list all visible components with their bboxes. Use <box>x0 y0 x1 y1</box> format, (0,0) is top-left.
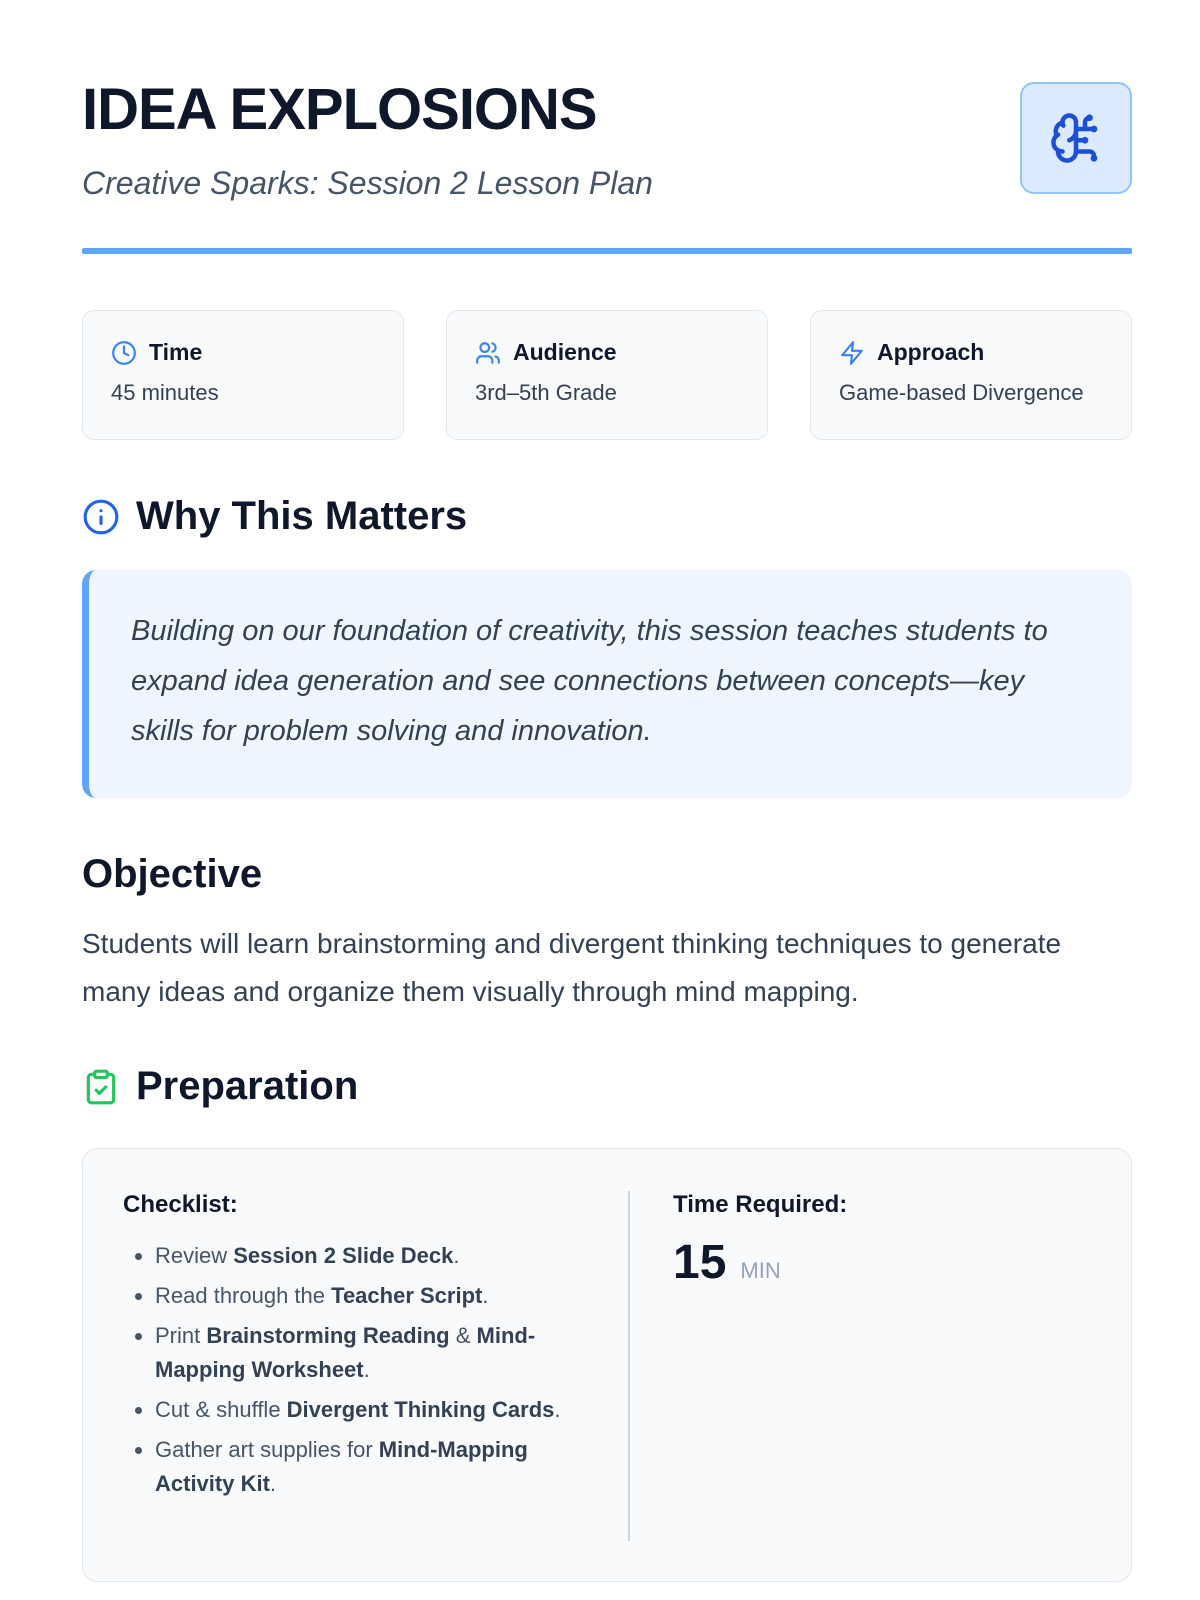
why-callout: Building on our foundation of creativity, this session teaches students to expand idea generation and see connections between concepts—key skills for problem solving and innovation. <box>82 570 1132 798</box>
checklist-column <box>123 1191 573 1507</box>
preparation-panel <box>82 1148 1132 1582</box>
list-item: • Review Session 2 Slide Deck. <box>155 1239 573 1273</box>
time-required-heading: Time Required: <box>673 1191 848 1218</box>
list-item: • Cut & shuffle Divergent Thinking Cards. <box>155 1393 573 1427</box>
brain-icon <box>1049 111 1103 165</box>
time-required-unit: MIN <box>740 1258 781 1283</box>
checklist-heading: Checklist: <box>123 1191 238 1218</box>
info-cards <box>82 310 1132 440</box>
header-divider <box>82 248 1132 254</box>
time-required-column <box>673 1191 847 1290</box>
info-icon <box>82 498 120 536</box>
card-label: Audience <box>513 339 617 365</box>
clock-icon <box>111 340 137 366</box>
header <box>82 0 1132 256</box>
page-title: IDEA EXPLOSIONS <box>82 77 597 142</box>
why-heading-text: Why This Matters <box>136 494 468 538</box>
info-card-time <box>82 310 404 440</box>
lesson-plan-page <box>82 0 1132 1496</box>
column-divider <box>628 1191 630 1541</box>
users-icon <box>475 340 501 366</box>
lightning-icon <box>839 340 865 366</box>
info-card-approach <box>810 310 1132 440</box>
info-card-audience <box>446 310 768 440</box>
preparation-heading-text: Preparation <box>136 1064 359 1108</box>
time-required-value: 15 <box>673 1236 727 1289</box>
card-label: Approach <box>877 339 985 365</box>
list-item: • Print Brainstorming Reading & Mind-Mapping Worksheet. <box>155 1319 573 1387</box>
checklist <box>123 1239 573 1501</box>
objective-text: Students will learn brainstorming and divergent thinking techniques to generate many ideas and organize them visually through mind mapping. <box>82 928 1062 1007</box>
card-value: 3rd–5th Grade <box>475 380 617 405</box>
list-item: • Read through the Teacher Script. <box>155 1279 573 1313</box>
clipboard-check-icon <box>82 1068 120 1106</box>
objective-heading: Objective <box>82 852 263 896</box>
preparation-heading <box>82 1064 358 1109</box>
brand-badge <box>1020 82 1132 194</box>
card-value: Game-based Divergence <box>839 380 1084 405</box>
why-heading <box>82 494 467 539</box>
list-item: • Gather art supplies for Mind-Mapping Activity Kit. <box>155 1433 573 1501</box>
card-value: 45 minutes <box>111 380 219 405</box>
page-subtitle: Creative Sparks: Session 2 Lesson Plan <box>82 165 653 201</box>
card-label: Time <box>149 339 203 365</box>
